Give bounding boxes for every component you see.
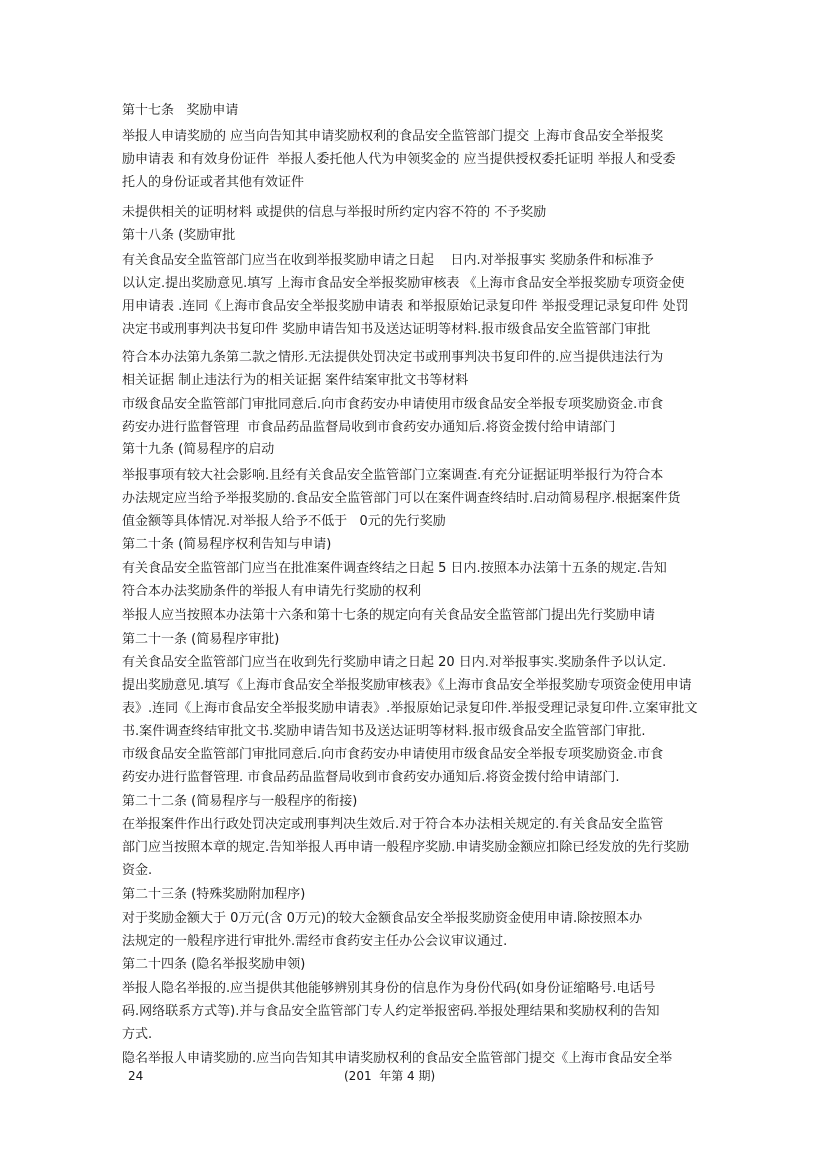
text-line: 方式. [122, 1027, 153, 1042]
text-line: 第二十二条 (简易程序与一般程序的衔接) [122, 794, 358, 809]
text-line: 有关食品安全监管部门应当在收到举报奖励申请之日起 日内.对举报事实 奖励条件和标准予 [122, 253, 654, 268]
text-line: 用申请表 .连同《上海市食品安全举报奖励申请表 和举报原始记录复印件 举报受理记录复印件 处罚 [122, 299, 689, 314]
text-line: 第二十一条 (简易程序审批) [122, 632, 280, 647]
text-line: 值金额等具体情况.对举报人给予不低于 0元的先行奖励 [122, 514, 446, 529]
text-line: 有关食品安全监管部门应当在批准案件调查终结之日起 5 日内.按照本办法第十五条的规定.告知 [122, 561, 667, 576]
text-line: 举报人申请奖励的 应当向告知其申请奖励权利的食品安全监管部门提交 上海市食品安全举报奖 [122, 129, 664, 144]
text-line: 符合本办法第九条第二款之情形.无法提供处罚决定书或刑事判决书复印件的.应当提供违法行为 [122, 350, 664, 365]
text-line: 举报人应当按照本办法第十六条和第十七条的规定向有关食品安全监管部门提出先行奖励申请 [122, 608, 656, 623]
text-line: 药安办进行监督管理 市食品药品监督局收到市食药安办通知后.将资金拨付给申请部门 [122, 420, 616, 435]
text-line: 办法规定应当给予举报奖励的.食品安全监管部门可以在案件调查终结时.启动简易程序.根据案件货 [122, 491, 681, 506]
text-line: 未提供相关的证明材料 或提供的信息与举报时所约定内容不符的 不予奖励 [122, 205, 547, 220]
text-line: 以认定.提出奖励意见.填写 上海市食品安全举报奖励审核表 《上海市食品安全举报奖励专项资金使 [122, 276, 685, 291]
text-line: 第二十四条 (隐名举报奖励申领) [122, 957, 306, 972]
text-line: 第二十条 (简易程序权利告知与申请) [122, 537, 332, 552]
text-line: 第十九条 (简易程序的启动 [122, 442, 275, 457]
text-line: 相关证据 制止违法行为的相关证据 案件结案审批文书等材料 [122, 373, 469, 388]
text-line: 第二十三条 (特殊奖励附加程序) [122, 887, 306, 902]
text-line: 有关食品安全监管部门应当在收到先行奖励申请之日起 20 日内.对举报事实.奖励条件予以认定. [122, 655, 667, 670]
text-line: 符合本办法奖励条件的举报人有申请先行奖励的权利 [122, 584, 422, 599]
text-line: 表》.连同《上海市食品安全举报奖励申请表》.举报原始记录复印件.举报受理记录复印件.立案审批文 [122, 701, 698, 716]
text-line: 第十八条 (奖励审批 [122, 228, 236, 243]
text-line: 市级食品安全监管部门审批同意后.向市食药安办申请使用市级食品安全举报专项奖励资金.市食 [122, 397, 664, 412]
text-line: 对于奖励金额大于 0万元(含 0万元)的较大金额食品安全举报奖励资金使用申请.除按照本办 [122, 911, 643, 926]
text-line: 举报事项有较大社会影响.且经有关食品安全监管部门立案调查.有充分证据证明举报行为符合本 [122, 468, 664, 483]
text-line: 励申请表 和有效身份证件 举报人委托他人代为申领奖金的 应当提供授权委托证明 举报人和受委 [122, 152, 676, 167]
text-line: 药安办进行监督管理. 市食品药品监督局收到市食药安办通知后.将资金拨付给申请部门. [122, 770, 620, 785]
text-line: 在举报案件作出行政处罚决定或刑事判决生效后.对于符合本办法相关规定的.有关食品安全监管 [122, 817, 664, 832]
text-line: 第十七条 奖励申请 [122, 103, 239, 118]
text-line: 市级食品安全监管部门审批同意后.向市食药安办申请使用市级食品安全举报专项奖励资金.市食 [122, 747, 664, 762]
text-line: 提出奖励意见.填写《上海市食品安全举报奖励审核表》《上海市食品安全举报奖励专项资金使用申请 [122, 678, 692, 693]
text-line: 举报人隐名举报的.应当提供其他能够辨别其身份的信息作为身份代码(如身份证缩略号.电话号 [122, 981, 656, 996]
issue-label: (201 年第 4 期) [344, 1069, 436, 1083]
text-line: 托人的身份证或者其他有效证件 [122, 175, 305, 190]
text-line: 资金. [122, 863, 153, 878]
text-line: 决定书或刑事判决书复印件 奖励申请告知书及送达证明等材料.报市级食品安全监管部门审批 [122, 322, 651, 337]
text-line: 书.案件调查终结审批文书.奖励申请告知书及送达证明等材料.报市级食品安全监管部门审批. [122, 724, 646, 739]
page-number: 24 [128, 1069, 144, 1083]
text-line: 码.网络联系方式等).并与食品安全监管部门专人约定举报密码.举报处理结果和奖励权利的告知 [122, 1004, 660, 1019]
text-line: 隐名举报人申请奖励的.应当向告知其申请奖励权利的食品安全监管部门提交《上海市食品安全举 [122, 1051, 673, 1066]
text-line: 法规定的一般程序进行审批外.需经市食药安主任办公会议审议通过. [122, 934, 508, 949]
text-line: 部门应当按照本章的规定.告知举报人再申请一般程序奖励.申请奖励金额应扣除已经发放的先行奖励 [122, 840, 690, 855]
